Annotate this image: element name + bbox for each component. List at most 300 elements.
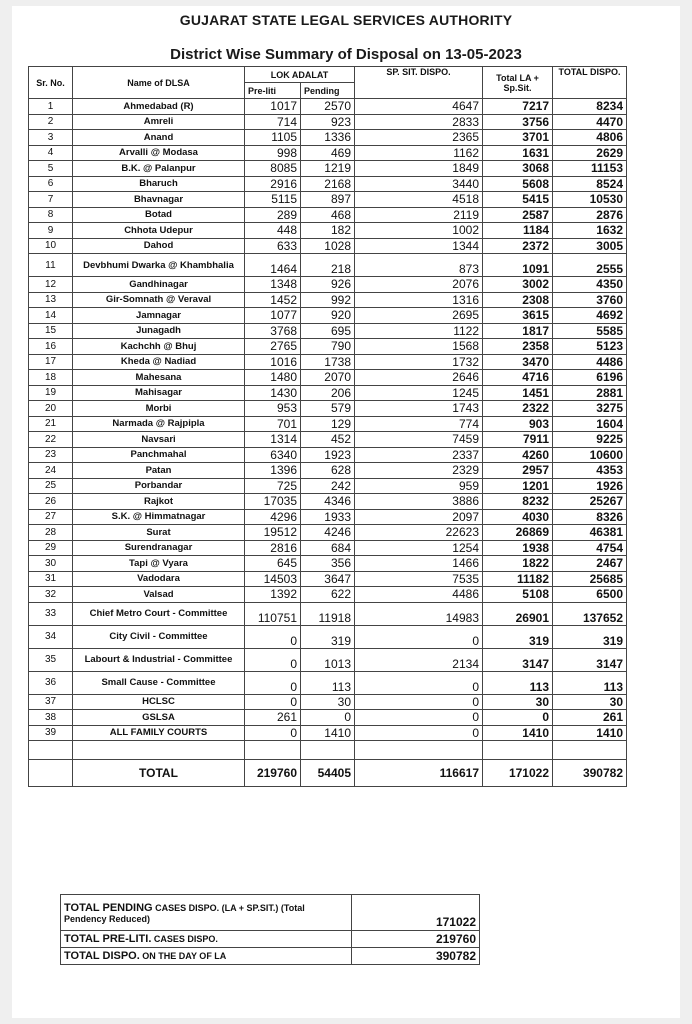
- row-total-la-sp-sit: 1184: [483, 223, 553, 239]
- row-dlsa-name: B.K. @ Palanpur: [73, 161, 245, 177]
- row-total-dispo: 1632: [553, 223, 627, 239]
- summary-table: [60, 894, 480, 965]
- summary-row: [61, 931, 480, 948]
- row-total-la-sp-sit: 2372: [483, 238, 553, 254]
- row-total-la-sp-sit: 7911: [483, 432, 553, 448]
- row-total-la-sp-sit: 1817: [483, 323, 553, 339]
- total-label: TOTAL: [73, 760, 245, 787]
- table-row: [29, 207, 627, 223]
- row-total-la-sp-sit: 1451: [483, 385, 553, 401]
- row-sp-sit: 14983: [355, 602, 483, 625]
- row-pre-liti: 1016: [245, 354, 301, 370]
- row-total-dispo: 4350: [553, 277, 627, 293]
- row-pending: 923: [301, 114, 355, 130]
- row-sr-cell: 6: [29, 176, 73, 192]
- row-total-la-sp-sit: 4716: [483, 370, 553, 386]
- row-sr-cell: 24: [29, 463, 73, 479]
- table-row: [29, 725, 627, 741]
- table-row: [29, 463, 627, 479]
- row-pre-liti: 17035: [245, 494, 301, 510]
- row-sr-cell: 37: [29, 694, 73, 710]
- table-row: [29, 671, 627, 694]
- row-pre-liti: 2816: [245, 540, 301, 556]
- row-dlsa-name: Anand: [73, 130, 245, 146]
- row-sp-sit: 2329: [355, 463, 483, 479]
- row-dlsa-name: Bharuch: [73, 176, 245, 192]
- summary-row: [61, 895, 480, 931]
- row-sr-cell: 3: [29, 130, 73, 146]
- col-header-sp-sit: SP. SIT. DISPO.: [355, 67, 483, 99]
- table-row: [29, 540, 627, 556]
- row-total-la-sp-sit: 8232: [483, 494, 553, 510]
- row-sr-cell: 9: [29, 223, 73, 239]
- row-dlsa-name: Labourt & Industrial - Committee: [73, 648, 245, 671]
- row-pending: 2070: [301, 370, 355, 386]
- row-pre-liti: 1396: [245, 463, 301, 479]
- row-total-dispo: 3760: [553, 292, 627, 308]
- row-pre-liti: 645: [245, 556, 301, 572]
- row-dlsa-name: Ahmedabad (R): [73, 99, 245, 115]
- row-pending: 2570: [301, 99, 355, 115]
- row-pre-liti: 261: [245, 710, 301, 726]
- summary-value: 390782: [352, 948, 480, 965]
- row-pre-liti: 1348: [245, 277, 301, 293]
- col-header-total-la: [483, 67, 553, 99]
- table-row: [29, 494, 627, 510]
- row-total-la-sp-sit: 2957: [483, 463, 553, 479]
- row-total-la-sp-sit: 3068: [483, 161, 553, 177]
- row-total-dispo: 6196: [553, 370, 627, 386]
- row-sr-cell: 25: [29, 478, 73, 494]
- row-dlsa-name: Narmada @ Rajpipla: [73, 416, 245, 432]
- row-sp-sit: 2646: [355, 370, 483, 386]
- row-pending: 182: [301, 223, 355, 239]
- row-sr-cell: 5: [29, 161, 73, 177]
- total-pending: 54405: [301, 760, 355, 787]
- row-sr-cell: 36: [29, 671, 73, 694]
- row-total-la-sp-sit: 3470: [483, 354, 553, 370]
- row-dlsa-name: Kheda @ Nadiad: [73, 354, 245, 370]
- row-total-dispo: 2876: [553, 207, 627, 223]
- row-pending: 579: [301, 401, 355, 417]
- row-pending: 790: [301, 339, 355, 355]
- row-total-dispo: 8234: [553, 99, 627, 115]
- row-pre-liti: 110751: [245, 602, 301, 625]
- row-total-dispo: 137652: [553, 602, 627, 625]
- row-total-la-sp-sit: 1091: [483, 254, 553, 277]
- row-sr-cell: 31: [29, 571, 73, 587]
- row-pending: 1013: [301, 648, 355, 671]
- row-sp-sit: 1316: [355, 292, 483, 308]
- row-total-la-sp-sit: 3147: [483, 648, 553, 671]
- row-dlsa-name: Gandhinagar: [73, 277, 245, 293]
- row-pre-liti: 3768: [245, 323, 301, 339]
- row-sp-sit: 1162: [355, 145, 483, 161]
- row-pre-liti: 14503: [245, 571, 301, 587]
- row-dlsa-name: Vadodara: [73, 571, 245, 587]
- row-total-la-sp-sit: 5608: [483, 176, 553, 192]
- summary-value: 219760: [352, 931, 480, 948]
- row-dlsa-name: Junagadh: [73, 323, 245, 339]
- row-total-dispo: 1410: [553, 725, 627, 741]
- table-row: [29, 277, 627, 293]
- row-pre-liti: 0: [245, 648, 301, 671]
- row-sp-sit: 0: [355, 725, 483, 741]
- row-dlsa-name: Bhavnagar: [73, 192, 245, 208]
- row-total-dispo: 11153: [553, 161, 627, 177]
- table-row: [29, 648, 627, 671]
- row-pre-liti: 953: [245, 401, 301, 417]
- row-pending: 1933: [301, 509, 355, 525]
- row-pre-liti: 714: [245, 114, 301, 130]
- row-sr-cell: 20: [29, 401, 73, 417]
- row-total-la-sp-sit: 26869: [483, 525, 553, 541]
- table-row: [29, 292, 627, 308]
- row-total-la-sp-sit: 1410: [483, 725, 553, 741]
- table-row: [29, 478, 627, 494]
- row-total-dispo: 3147: [553, 648, 627, 671]
- row-sr-cell: 28: [29, 525, 73, 541]
- row-total-la-sp-sit: 1201: [483, 478, 553, 494]
- row-total-la-sp-sit: 3615: [483, 308, 553, 324]
- row-sp-sit: 2695: [355, 308, 483, 324]
- row-total-dispo: 2555: [553, 254, 627, 277]
- table-row: [29, 525, 627, 541]
- row-sp-sit: 4518: [355, 192, 483, 208]
- total-row: [29, 760, 627, 787]
- row-sr-cell: 19: [29, 385, 73, 401]
- row-pre-liti: 4296: [245, 509, 301, 525]
- row-dlsa-name: Panchmahal: [73, 447, 245, 463]
- row-dlsa-name: Porbandar: [73, 478, 245, 494]
- row-pre-liti: 1392: [245, 587, 301, 603]
- row-total-la-sp-sit: 1631: [483, 145, 553, 161]
- row-dlsa-name: Mahisagar: [73, 385, 245, 401]
- row-dlsa-name: S.K. @ Himmatnagar: [73, 509, 245, 525]
- row-pre-liti: 1077: [245, 308, 301, 324]
- row-total-la-sp-sit: 3701: [483, 130, 553, 146]
- table-row: [29, 370, 627, 386]
- total-sr-cell: [29, 760, 73, 787]
- row-total-la-sp-sit: 2358: [483, 339, 553, 355]
- table-row: [29, 223, 627, 239]
- row-total-dispo: 4754: [553, 540, 627, 556]
- org-title: GUJARAT STATE LEGAL SERVICES AUTHORITY: [179, 12, 513, 28]
- summary-label-strong: TOTAL DISPO.: [64, 950, 140, 962]
- row-sr-cell: 21: [29, 416, 73, 432]
- row-sr-cell: 12: [29, 277, 73, 293]
- table-row: [29, 308, 627, 324]
- table-row: [29, 145, 627, 161]
- table-row: [29, 710, 627, 726]
- row-total-dispo: 4806: [553, 130, 627, 146]
- summary-label: [61, 948, 352, 965]
- table-row: [29, 571, 627, 587]
- row-dlsa-name: Devbhumi Dwarka @ Khambhalia: [73, 254, 245, 277]
- table-row: [29, 447, 627, 463]
- row-sp-sit: 0: [355, 671, 483, 694]
- row-pre-liti: 0: [245, 694, 301, 710]
- col-header-sr: Sr. No.: [29, 67, 73, 99]
- total-pre-liti: 219760: [245, 760, 301, 787]
- row-dlsa-name: Chief Metro Court - Committee: [73, 602, 245, 625]
- table-row: [29, 238, 627, 254]
- table-row: [29, 556, 627, 572]
- row-dlsa-name: Surendranagar: [73, 540, 245, 556]
- row-total-dispo: 25267: [553, 494, 627, 510]
- row-sr-cell: 15: [29, 323, 73, 339]
- row-sp-sit: 0: [355, 694, 483, 710]
- row-sr-cell: 2: [29, 114, 73, 130]
- row-dlsa-name: Kachchh @ Bhuj: [73, 339, 245, 355]
- total-dispo: 390782: [553, 760, 627, 787]
- row-pending: 113: [301, 671, 355, 694]
- row-pending: 468: [301, 207, 355, 223]
- row-total-dispo: 261: [553, 710, 627, 726]
- row-pre-liti: 1105: [245, 130, 301, 146]
- table-row: [29, 99, 627, 115]
- row-pending: 0: [301, 710, 355, 726]
- row-pre-liti: 1480: [245, 370, 301, 386]
- table-row: [29, 339, 627, 355]
- row-sp-sit: 1245: [355, 385, 483, 401]
- row-sp-sit: 2134: [355, 648, 483, 671]
- row-sp-sit: 1849: [355, 161, 483, 177]
- row-pending: 1410: [301, 725, 355, 741]
- row-sr-cell: 39: [29, 725, 73, 741]
- row-sp-sit: 774: [355, 416, 483, 432]
- row-dlsa-name: Small Cause - Committee: [73, 671, 245, 694]
- row-dlsa-name: Patan: [73, 463, 245, 479]
- row-total-dispo: 2467: [553, 556, 627, 572]
- row-pre-liti: 289: [245, 207, 301, 223]
- row-sp-sit: 0: [355, 625, 483, 648]
- row-pre-liti: 998: [245, 145, 301, 161]
- row-sr-cell: 23: [29, 447, 73, 463]
- row-total-dispo: 46381: [553, 525, 627, 541]
- row-total-la-sp-sit: 11182: [483, 571, 553, 587]
- row-pre-liti: 448: [245, 223, 301, 239]
- summary-label-strong: TOTAL PENDING: [64, 901, 153, 914]
- row-sr-cell: 38: [29, 710, 73, 726]
- row-total-dispo: 2881: [553, 385, 627, 401]
- row-sp-sit: 2097: [355, 509, 483, 525]
- table-row: [29, 509, 627, 525]
- row-total-dispo: 30: [553, 694, 627, 710]
- row-pre-liti: 2916: [245, 176, 301, 192]
- row-sp-sit: 3440: [355, 176, 483, 192]
- row-total-la-sp-sit: 5415: [483, 192, 553, 208]
- row-pending: 11918: [301, 602, 355, 625]
- blank-row: [29, 741, 627, 760]
- row-total-dispo: 8326: [553, 509, 627, 525]
- row-pending: 4346: [301, 494, 355, 510]
- summary-row: [61, 948, 480, 965]
- row-sr-cell: 26: [29, 494, 73, 510]
- summary-label-rest: CASES DISPO. (LA + SP.SIT.) (Total Pendency Reduced): [64, 902, 305, 924]
- row-total-la-sp-sit: 3002: [483, 277, 553, 293]
- row-pending: 1923: [301, 447, 355, 463]
- row-sr-cell: 33: [29, 602, 73, 625]
- row-sr-cell: 32: [29, 587, 73, 603]
- row-total-dispo: 4692: [553, 308, 627, 324]
- row-total-la-sp-sit: 30: [483, 694, 553, 710]
- row-total-dispo: 1604: [553, 416, 627, 432]
- row-sp-sit: 2833: [355, 114, 483, 130]
- row-pre-liti: 2765: [245, 339, 301, 355]
- row-total-dispo: 319: [553, 625, 627, 648]
- row-pending: 30: [301, 694, 355, 710]
- row-pre-liti: 19512: [245, 525, 301, 541]
- row-total-dispo: 4353: [553, 463, 627, 479]
- row-total-dispo: 10530: [553, 192, 627, 208]
- row-sp-sit: 7535: [355, 571, 483, 587]
- summary-label: [61, 931, 352, 948]
- row-pending: 1028: [301, 238, 355, 254]
- row-total-la-sp-sit: 0: [483, 710, 553, 726]
- row-sp-sit: 1002: [355, 223, 483, 239]
- row-pending: 206: [301, 385, 355, 401]
- col-header-name: Name of DLSA: [73, 67, 245, 99]
- row-pending: 4246: [301, 525, 355, 541]
- row-pending: 695: [301, 323, 355, 339]
- row-sr-cell: 17: [29, 354, 73, 370]
- row-sp-sit: 1568: [355, 339, 483, 355]
- row-pending: 684: [301, 540, 355, 556]
- table-row: [29, 385, 627, 401]
- row-dlsa-name: Amreli: [73, 114, 245, 130]
- row-total-dispo: 3005: [553, 238, 627, 254]
- row-sr-cell: 34: [29, 625, 73, 648]
- row-pre-liti: 6340: [245, 447, 301, 463]
- row-total-la-sp-sit: 4260: [483, 447, 553, 463]
- row-sr-cell: 18: [29, 370, 73, 386]
- row-sp-sit: 0: [355, 710, 483, 726]
- row-pending: 622: [301, 587, 355, 603]
- row-sp-sit: 1743: [355, 401, 483, 417]
- row-pending: 129: [301, 416, 355, 432]
- row-total-la-sp-sit: 1822: [483, 556, 553, 572]
- table-row: [29, 161, 627, 177]
- row-pre-liti: 8085: [245, 161, 301, 177]
- table-row: [29, 354, 627, 370]
- row-total-dispo: 4470: [553, 114, 627, 130]
- row-sp-sit: 1122: [355, 323, 483, 339]
- row-sp-sit: 7459: [355, 432, 483, 448]
- row-total-la-sp-sit: 7217: [483, 99, 553, 115]
- row-sr-cell: 4: [29, 145, 73, 161]
- row-sp-sit: 1732: [355, 354, 483, 370]
- row-dlsa-name: Tapi @ Vyara: [73, 556, 245, 572]
- total-sp-sit: 116617: [355, 760, 483, 787]
- row-pending: 1336: [301, 130, 355, 146]
- row-dlsa-name: Surat: [73, 525, 245, 541]
- row-pre-liti: 1430: [245, 385, 301, 401]
- col-header-total-dispo: TOTAL DISPO.: [553, 67, 627, 99]
- row-total-dispo: 3275: [553, 401, 627, 417]
- row-sp-sit: 1254: [355, 540, 483, 556]
- table-row: [29, 114, 627, 130]
- col-header-pre-liti: Pre-liti: [245, 83, 301, 99]
- row-dlsa-name: Chhota Udepur: [73, 223, 245, 239]
- col-header-total-la-line1: Total LA +: [496, 72, 539, 83]
- row-pre-liti: 0: [245, 671, 301, 694]
- disposal-table: [28, 66, 627, 787]
- row-pending: 356: [301, 556, 355, 572]
- row-sr-cell: 7: [29, 192, 73, 208]
- row-total-la-sp-sit: 26901: [483, 602, 553, 625]
- row-dlsa-name: Rajkot: [73, 494, 245, 510]
- row-total-la-sp-sit: 2322: [483, 401, 553, 417]
- row-total-la-sp-sit: 2587: [483, 207, 553, 223]
- table-row: [29, 192, 627, 208]
- col-header-total-la-line2: Sp.Sit.: [503, 82, 532, 93]
- row-sp-sit: 3886: [355, 494, 483, 510]
- row-sp-sit: 2337: [355, 447, 483, 463]
- summary-label-rest: CASES DISPO.: [151, 934, 218, 944]
- row-sr-cell: 16: [29, 339, 73, 355]
- row-total-dispo: 2629: [553, 145, 627, 161]
- summary-label-strong: TOTAL PRE-LITI.: [64, 933, 152, 945]
- row-pending: 3647: [301, 571, 355, 587]
- row-pre-liti: 1017: [245, 99, 301, 115]
- row-pre-liti: 1452: [245, 292, 301, 308]
- row-dlsa-name: City Civil - Committee: [73, 625, 245, 648]
- row-dlsa-name: Navsari: [73, 432, 245, 448]
- table-row: [29, 625, 627, 648]
- row-total-la-sp-sit: 1938: [483, 540, 553, 556]
- row-pending: 242: [301, 478, 355, 494]
- row-pre-liti: 5115: [245, 192, 301, 208]
- table-row: [29, 432, 627, 448]
- row-total-dispo: 5123: [553, 339, 627, 355]
- row-dlsa-name: ALL FAMILY COURTS: [73, 725, 245, 741]
- col-header-lok-adalat: LOK ADALAT: [245, 67, 355, 83]
- row-sp-sit: 22623: [355, 525, 483, 541]
- row-sr-cell: 35: [29, 648, 73, 671]
- row-total-la-sp-sit: 5108: [483, 587, 553, 603]
- row-pre-liti: 1314: [245, 432, 301, 448]
- document-sheet: [12, 6, 680, 1018]
- row-sr-cell: 29: [29, 540, 73, 556]
- row-sr-cell: 13: [29, 292, 73, 308]
- page-title: District Wise Summary of Disposal on 13-05-2023: [170, 46, 522, 63]
- row-sr-cell: 10: [29, 238, 73, 254]
- row-sp-sit: 2119: [355, 207, 483, 223]
- table-row: [29, 587, 627, 603]
- row-sp-sit: 2365: [355, 130, 483, 146]
- row-pre-liti: 725: [245, 478, 301, 494]
- row-dlsa-name: Arvalli @ Modasa: [73, 145, 245, 161]
- summary-value: 171022: [352, 895, 480, 931]
- table-row: [29, 602, 627, 625]
- row-total-la-sp-sit: 3756: [483, 114, 553, 130]
- row-total-dispo: 113: [553, 671, 627, 694]
- row-dlsa-name: Morbi: [73, 401, 245, 417]
- row-pending: 1219: [301, 161, 355, 177]
- row-total-dispo: 10600: [553, 447, 627, 463]
- row-total-dispo: 9225: [553, 432, 627, 448]
- table-row: [29, 323, 627, 339]
- row-pre-liti: 0: [245, 625, 301, 648]
- summary-label-rest: ON THE DAY OF LA: [139, 951, 227, 961]
- row-pending: 319: [301, 625, 355, 648]
- row-sr-cell: 27: [29, 509, 73, 525]
- row-total-dispo: 25685: [553, 571, 627, 587]
- row-total-la-sp-sit: 903: [483, 416, 553, 432]
- row-dlsa-name: Dahod: [73, 238, 245, 254]
- row-sp-sit: 1344: [355, 238, 483, 254]
